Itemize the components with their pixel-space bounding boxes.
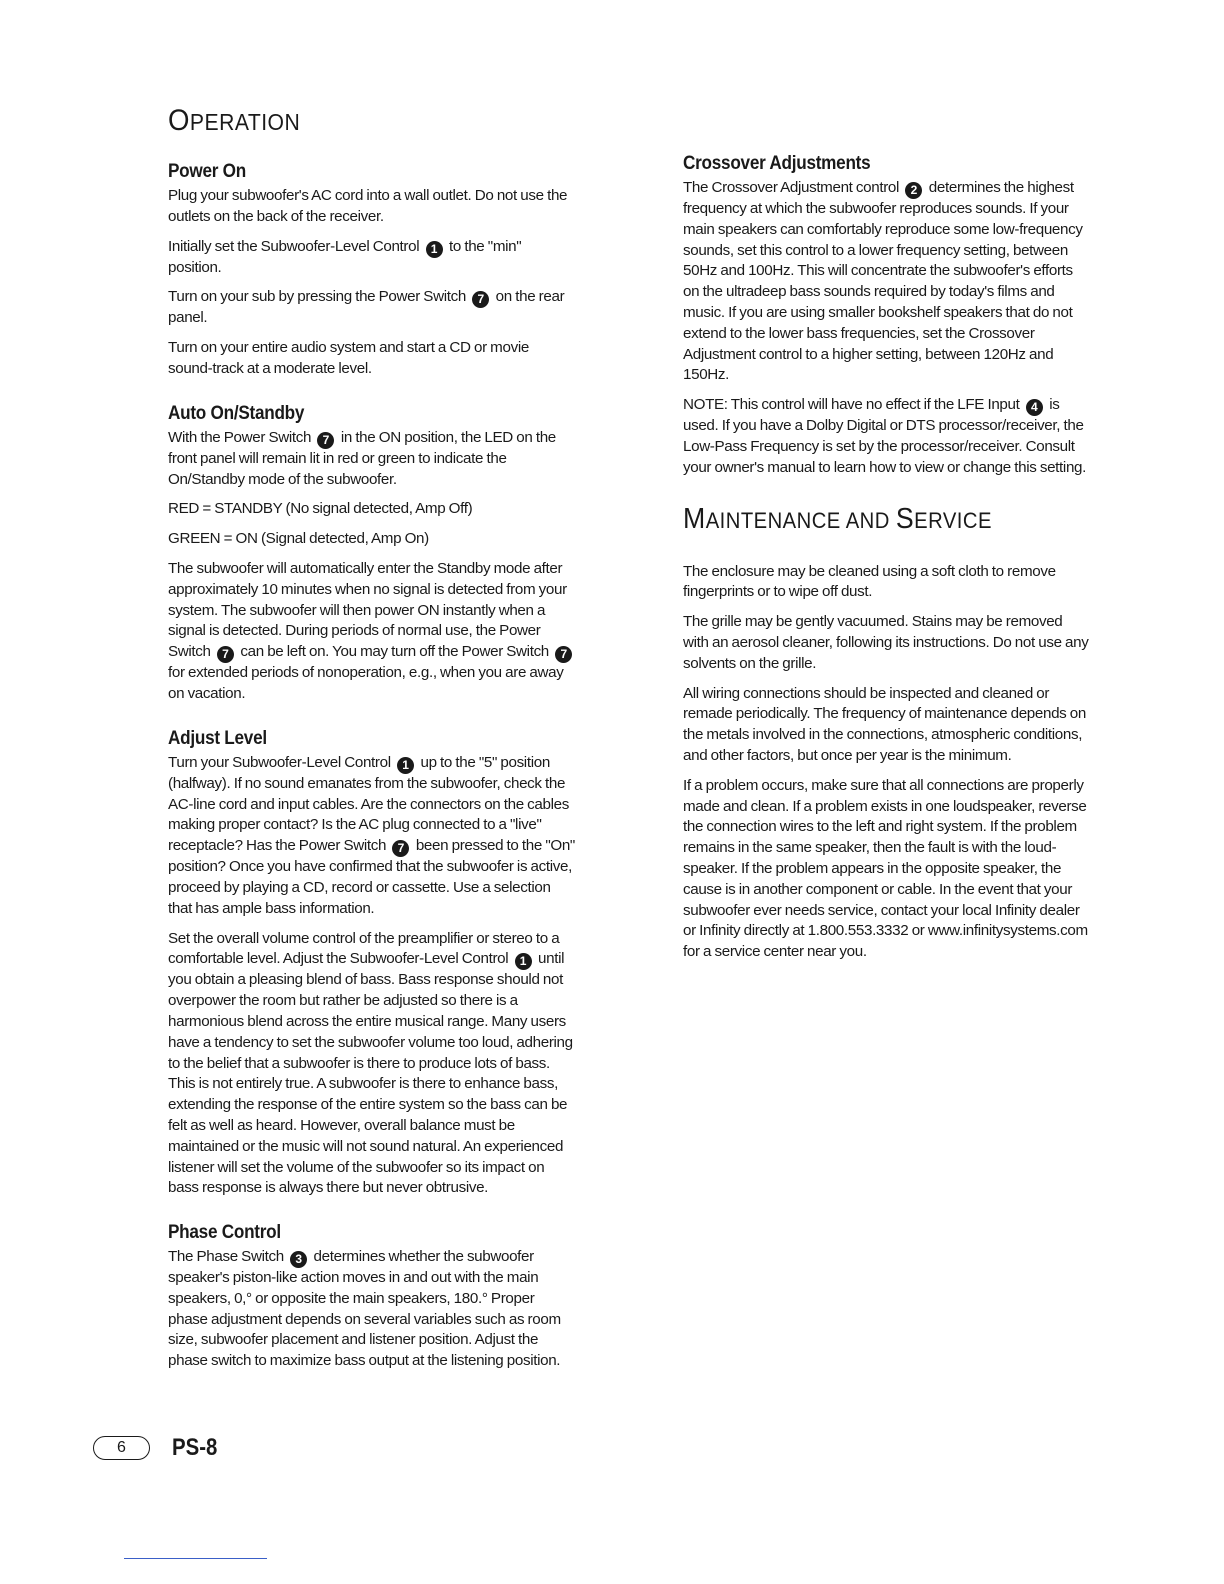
maintenance-title: MAINTENANCE AND SERVICE xyxy=(683,502,992,535)
auto-standby-heading: Auto On/Standby xyxy=(168,401,305,424)
crossover-note: NOTE: This control will have no effect if the LFE Input 4 is used. If you have a Dolby Digital or DTS processor/receiver, the Low-Pass Frequency is set by the processor/receiver. Consult your owner's manual to learn how to view or change this setting. xyxy=(683,396,1087,476)
callout-7-icon: 7 xyxy=(472,291,489,308)
auto-standby-p1: With the Power Switch 7 in the ON position, the LED on the front panel will remain lit in red or green to indicate the On/Standby mode of the subwoofer. xyxy=(168,428,556,488)
operation-title: OPERATION xyxy=(168,104,301,137)
power-on-p2: Initially set the Subwoofer-Level Control 1 to the "min" position. xyxy=(168,237,522,276)
adjust-level-p2: Set the overall volume control of the preamplifier or stereo to a comfortable level. Adjust the Subwoofer-Level Control 1 until you obtain a pleasing blend of bass. Bass response should not overpower the room but rather be adjusted so there is a harmonious blend across the entire musical range. Many users have a tendency to set the subwoofer volume too loud, adhering to the belief that a subwoofer is there to produce lots of bass. This is not entirely true. A subwoofer is there to enhance bass, extending the response of the entire system so the bass can be felt as well as heard. However, overall balance must be maintained or the music will not sound natural. An experienced listener will set the volume of the subwoofer so its impact on bass response is always there but never obtrusive. xyxy=(168,929,573,1197)
green-on-line: GREEN = ON (Signal detected, Amp On) xyxy=(168,530,429,548)
right-column xyxy=(683,152,1091,972)
callout-7-icon: 7 xyxy=(217,646,234,663)
crossover-heading: Crossover Adjustments xyxy=(683,152,871,174)
callout-1-icon: 1 xyxy=(515,953,532,970)
phase-control-heading: Phase Control xyxy=(168,1221,281,1244)
power-on-p4: Turn on your entire audio system and start a CD or movie sound-track at a moderate level. xyxy=(168,339,529,377)
maintenance-p4: If a problem occurs, make sure that all connections are properly made and clean. If a problem exists in one loudspeaker, reverse the connection wires to the left and right system. If the problem remains in the same speaker, then the fault is with the loud-speaker. If the problem appears in the opposite speaker, the cause is in another component or cable. In the event that your subwoofer ever needs service, contact your local Infinity dealer or Infinity directly at 1.800.553.3332 or www.infinitysystems.com for a service center near you. xyxy=(683,776,1088,961)
left-column xyxy=(168,104,576,1381)
callout-2-icon: 2 xyxy=(905,182,922,199)
red-standby-line: RED = STANDBY (No signal detected, Amp Off) xyxy=(168,500,473,518)
adjust-level-p1: Turn your Subwoofer-Level Control 1 up to the "5" position (halfway). If no sound emanates from the subwoofer, check the AC-line cord and input cables. Are the connectors on the cables making proper contact? Is the AC plug connected to a "live" receptacle? Has the Power Switch 7 been pressed to the "On" position? Once you have confirmed that the subwoofer is active, proceed by playing a CD, record or cassette. Use a selection that has ample bass information. xyxy=(168,753,575,917)
page-footer xyxy=(93,1434,225,1462)
phase-control-p1: The Phase Switch 3 determines whether the subwoofer speaker's piston-like action moves in and out with the main speakers, 0,° or opposite the main speakers, 180.° Proper phase adjustment depends on several variables such as room size, subwoofer placement and listener position. Adjust the phase switch to maximize bass output at the listening position. xyxy=(168,1248,561,1370)
maintenance-p2: The grille may be gently vacuumed. Stains may be removed with an aerosol cleaner, following its instructions. Do not use any solvents on the grille. xyxy=(683,613,1089,672)
power-on-p3: Turn on your sub by pressing the Power Switch 7 on the rear panel. xyxy=(168,288,565,327)
maintenance-p3: All wiring connections should be inspected and cleaned or remade periodically. The frequency of maintenance depends on the metals involved in the connections, atmospheric conditions, and other factors, but once per year is the minimum. xyxy=(683,684,1086,764)
crossover-p1: The Crossover Adjustment control 2 determines the highest frequency at which the subwoofer reproduces sounds. If your main speakers can comfortably reproduce some low-frequency sounds, set this control to a lower frequency setting, between 50Hz and 100Hz. This will concentrate the subwoofer's efforts on the ultradeep bass sounds required by today's films and music. If you are using smaller bookshelf speakers that do not extend to the lower bass frequencies, set the Crossover Adjustment control to a higher setting, between 120Hz and 150Hz. xyxy=(683,179,1083,384)
callout-3-icon: 3 xyxy=(290,1251,307,1268)
maintenance-p1: The enclosure may be cleaned using a soft cloth to remove fingerprints or to wipe off dust. xyxy=(683,562,1056,601)
power-on-p1: Plug your subwoofer's AC cord into a wall outlet. Do not use the outlets on the back of the receiver. xyxy=(168,187,568,225)
callout-7-icon: 7 xyxy=(317,432,334,449)
power-on-heading: Power On xyxy=(168,160,246,182)
page-number: 6 xyxy=(93,1436,150,1460)
callout-1-icon: 1 xyxy=(426,241,443,258)
adjust-level-heading: Adjust Level xyxy=(168,726,267,749)
document-code: PS-8 xyxy=(172,1434,218,1461)
callout-7-icon: 7 xyxy=(392,840,409,857)
callout-1-icon: 1 xyxy=(397,757,414,774)
callout-4-icon: 4 xyxy=(1026,399,1043,416)
callout-7-icon: 7 xyxy=(555,646,572,663)
bottom-rule xyxy=(124,1558,267,1559)
auto-standby-p2: The subwoofer will automatically enter the Standby mode after approximately 10 minutes when no signal is detected from your system. The subwoofer will then power ON instantly when a signal is detected. During periods of normal use, the Power Switch 7 can be left on. You may turn off the Power Switch 7 for extended periods of nonoperation, e.g., when you are away on vacation. xyxy=(168,559,576,705)
